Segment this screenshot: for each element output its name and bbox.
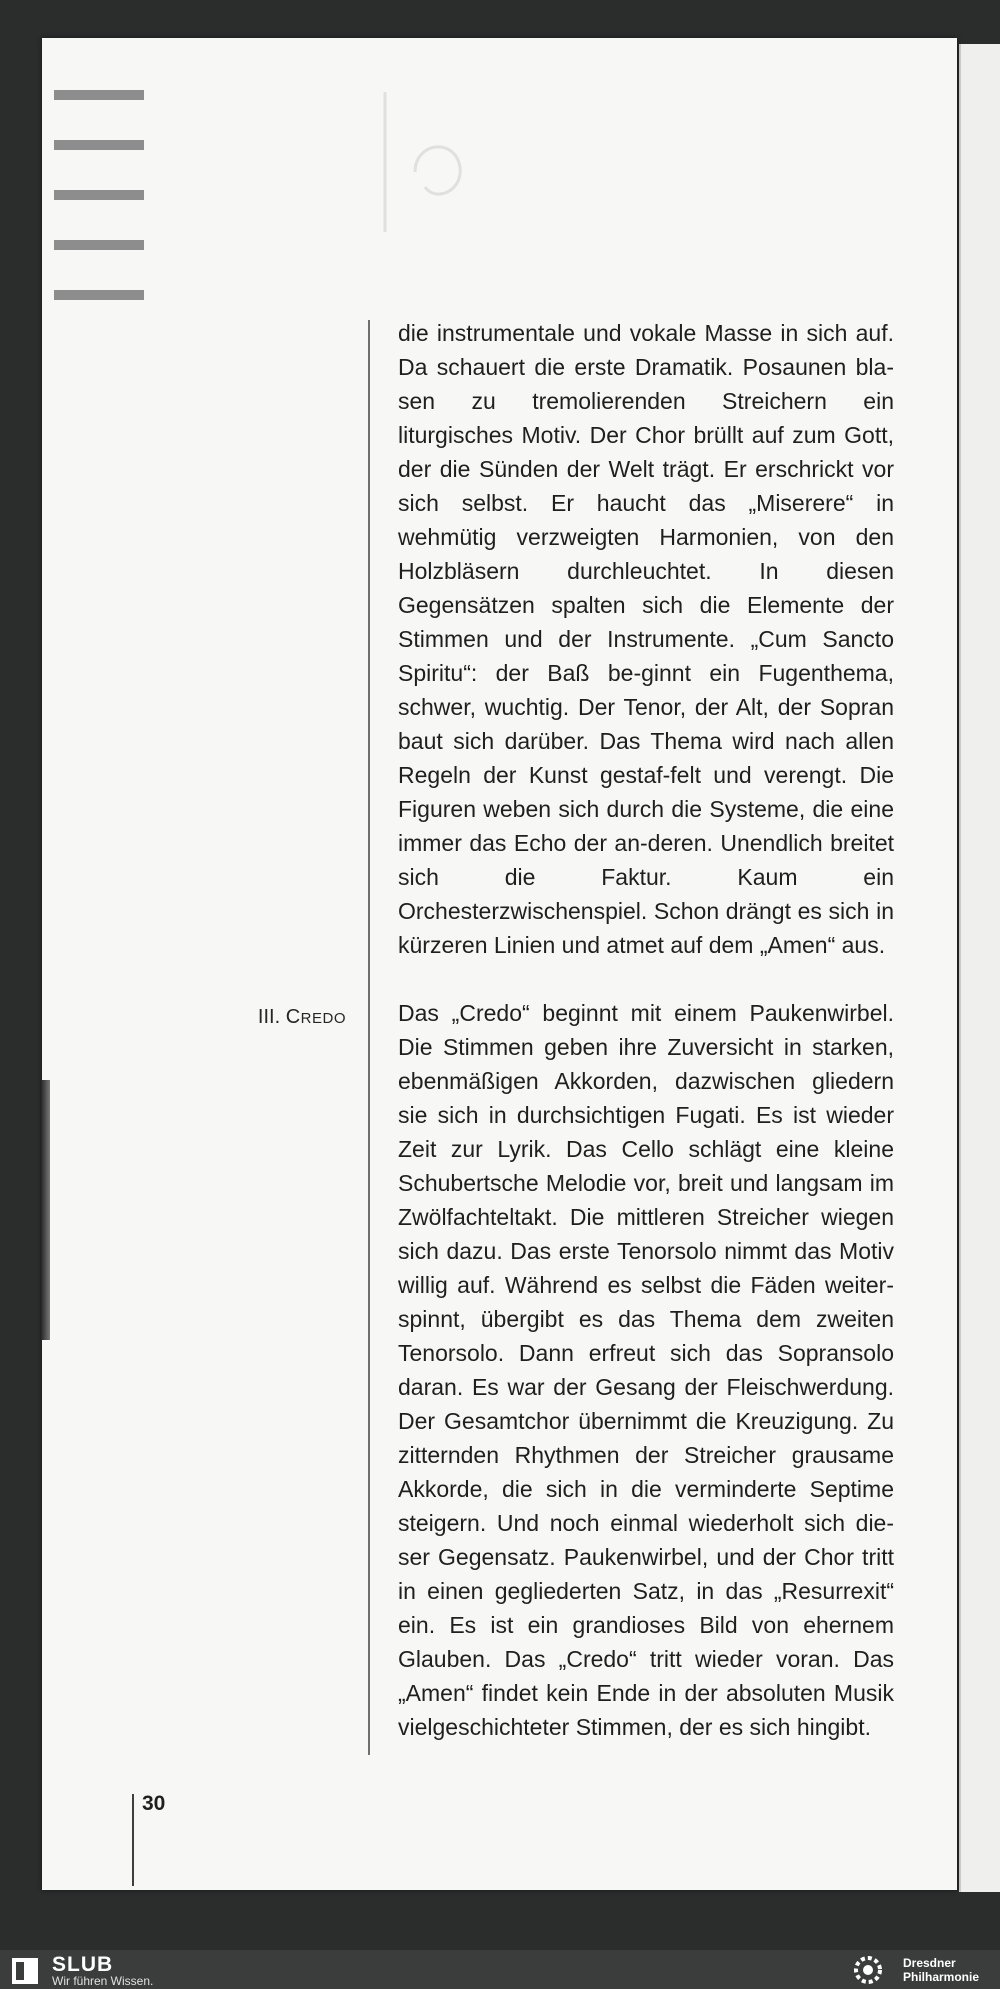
next-page-edge bbox=[959, 44, 1000, 1892]
thumb-mark bbox=[54, 240, 144, 250]
binding-shadow bbox=[40, 1080, 50, 1340]
section-label bbox=[200, 1002, 346, 1034]
section-label-word bbox=[285, 1006, 346, 1028]
page-number-rule bbox=[132, 1794, 134, 1886]
thumb-mark bbox=[54, 290, 144, 300]
partner-name-line1: Dresdner bbox=[903, 1956, 956, 1970]
thumb-mark bbox=[54, 140, 144, 150]
thumb-index-marks bbox=[54, 90, 144, 340]
section-label-rest: REDO bbox=[300, 1010, 346, 1027]
thumb-mark bbox=[54, 90, 144, 100]
partner-name-line2: Philharmonie bbox=[903, 1970, 980, 1984]
slub-logo-icon bbox=[12, 1958, 38, 1984]
viewer-footer bbox=[0, 1950, 1000, 1989]
partner-name bbox=[903, 1956, 998, 1984]
show-through-logo-icon bbox=[345, 82, 485, 242]
paragraph-gloria-continuation: die instrumentale und vokale Masse in sich auf. Da schauert die erste Dramatik. Posaunen bla-sen zu tremolierenden Streichern ein liturgisches Motiv. Der Chor brüllt auf zum Gott, der die Sünden der Welt trägt. Er erschrickt vor sich selbst. Er haucht das „Miserere“ in wehmütig verzweigten Harmonien, von den Holzbläsern durchleuchtet. In diesen Gegensätzen spalten sich die Elemente der Stimmen und der Instrumente. „Cum Sancto Spiritu“: der Baß be-ginnt ein Fugenthema, schwer, wuchtig. Der Tenor, der Alt, der Sopran baut sich darüber. Das Thema wird nach allen Regeln der Kunst gestaf-felt und verengt. Die Figuren weben sich durch die Systeme, die eine immer das Echo der an-deren. Unendlich breitet sich die Faktur. Kaum ein Orchesterzwischenspiel. Schon drängt es sich in kürzeren Linien und atmet auf dem „Amen“ aus. bbox=[398, 320, 894, 958]
section-label-roman: III. bbox=[257, 1006, 281, 1028]
column-divider bbox=[368, 320, 370, 1755]
page-number: 30 bbox=[142, 1792, 166, 1815]
paragraph-credo: Das „Credo“ beginnt mit einem Paukenwirbel. Die Stimmen geben ihre Zuversicht in starken, ebenmäßigen Akkorden, dazwischen gliedern sie sich in durchsichtigen Fugati. Es ist wieder Zeit zur Lyrik. Das Cello schlägt eine kleine Schubertsche Melodie vor, breit und langsam im Zwölfachteltakt. Die mittleren Streicher wiegen sich dazu. Das erste Tenorsolo nimmt das Motiv willig auf. Während es selbst die Fäden weiter-spinnt, übergibt es das Thema dem zweiten Tenorsolo. Dann erfreut sich das Sopransolo daran. Es war der Gesang der Fleischwerdung. Der Gesamtchor übernimmt die Kreuzigung. Zu zitternden Rhythmen der Streicher grausame Akkorde, die sich in die verminderte Septime steigern. Und noch einmal wiederholt sich die-ser Gegensatz. Paukenwirbel, und der Chor tritt in einen gegliederten Satz, in das „Resurrexit“ ein. Es ist ein grandioses Bild von ehernem Glauben. Das „Credo“ tritt wieder voran. Das „Amen“ findet kein Ende in der absoluten Musik vielgeschichteter Stimmen, der es sich hingibt. bbox=[398, 1000, 894, 1740]
library-name: SLUB bbox=[52, 1953, 114, 1976]
paragraph-gap bbox=[398, 962, 894, 996]
body-text bbox=[398, 316, 894, 1744]
thumb-mark bbox=[54, 190, 144, 200]
philharmonie-logo-icon bbox=[843, 1953, 893, 1987]
section-label-initial: C bbox=[285, 1006, 301, 1028]
library-tagline: Wir führen Wissen. bbox=[52, 1974, 154, 1988]
